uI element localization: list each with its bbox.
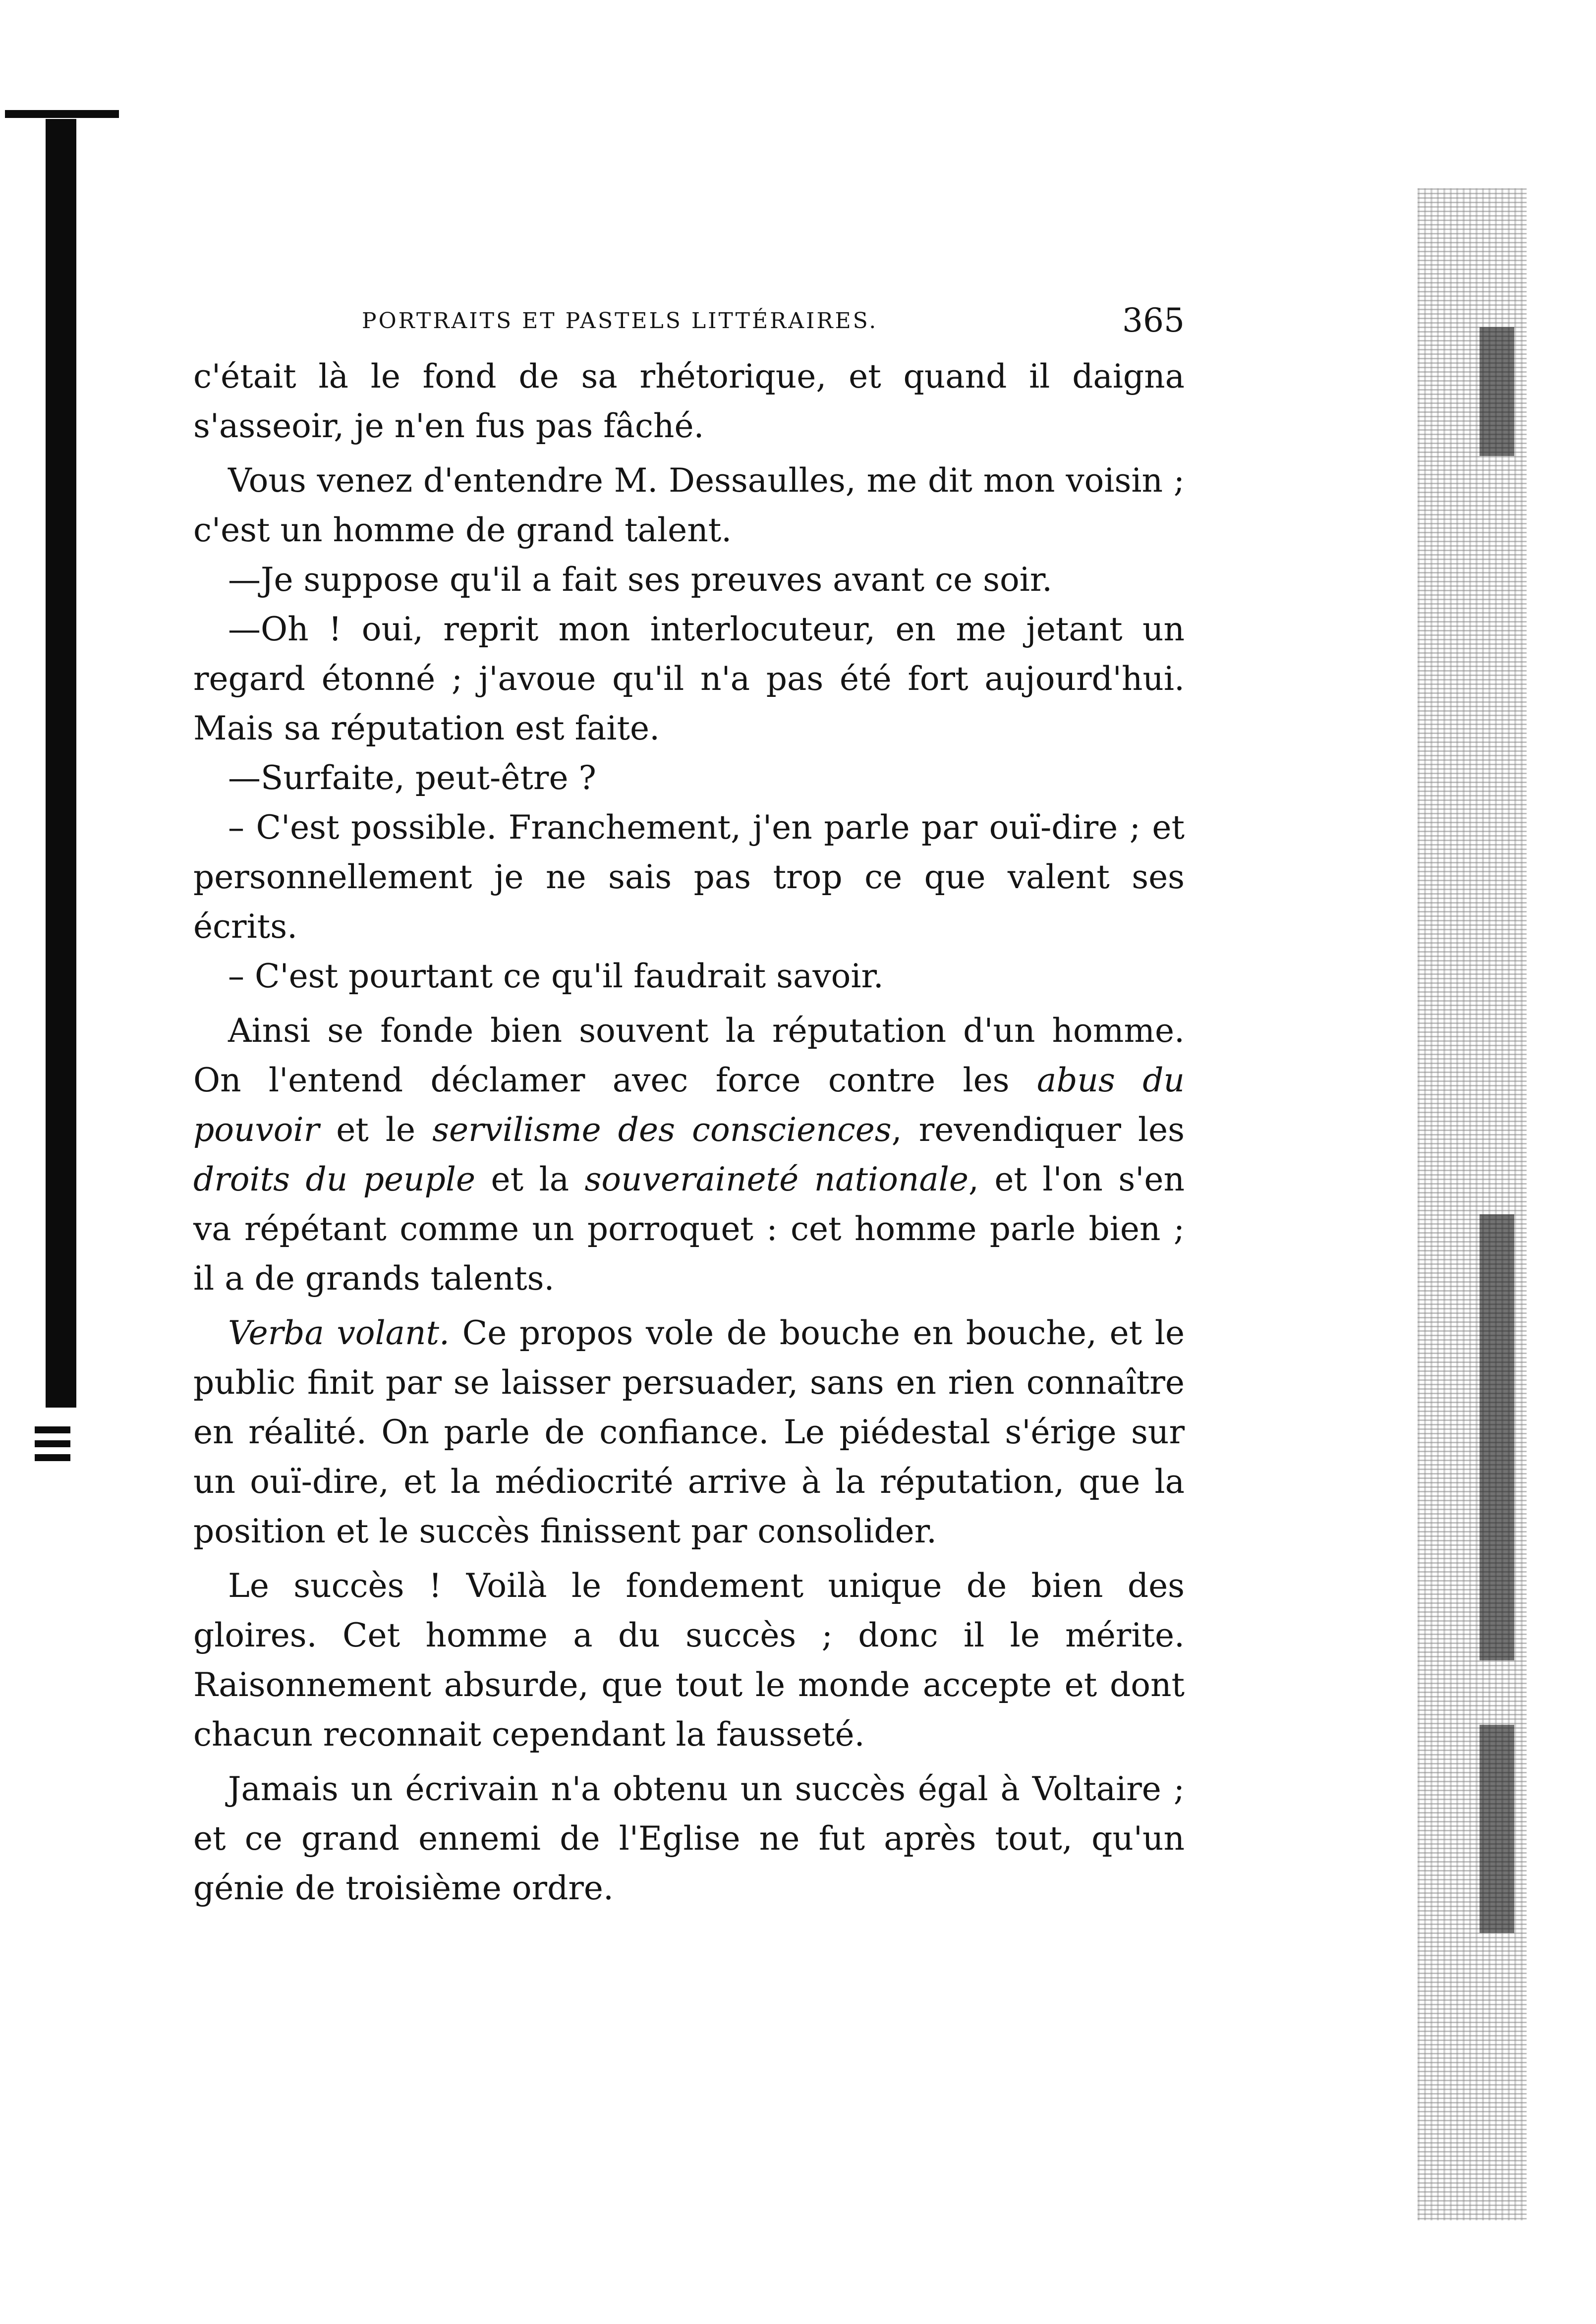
- running-head: [193, 297, 1185, 352]
- italic-phrase: abus du pouvoir: [193, 1061, 1185, 1149]
- book-page: [193, 297, 1185, 1913]
- dialogue-line: – C'est pourtant ce qu'il faudrait savoir.: [228, 957, 884, 995]
- binding-mark: [35, 1440, 70, 1447]
- paragraph: Jamais un écrivain n'a obtenu un succès égal à Voltaire ; et ce grand ennemi de l'Eglise ne fut après tout, qu'un génie de troisième ordre.: [193, 1770, 1185, 1907]
- binding-mark: [35, 1454, 70, 1461]
- scan-edge-shadow: [1480, 1725, 1514, 1933]
- binding-mark: [35, 1426, 70, 1433]
- scan-edge-shadow: [1480, 1214, 1514, 1660]
- running-title: PORTRAITS ET PASTELS LITTÉRAIRES.: [362, 308, 878, 334]
- body-text: [193, 352, 1185, 1913]
- paragraph: Vous venez d'entendre M. Dessaulles, me dit mon voisin ; c'est un homme de grand talent.: [193, 461, 1185, 549]
- dialogue-line: – C'est possible. Franchement, j'en parle par ouï-dire ; et personnellement je ne sais pas trop ce que valent ses écrits.: [193, 808, 1185, 946]
- scan-edge-shadow: [1480, 327, 1514, 456]
- dialogue-line: —Je suppose qu'il a fait ses preuves avant ce soir.: [228, 561, 1053, 599]
- text-run: , revendiquer les: [891, 1111, 1185, 1149]
- page-number: 365: [1122, 301, 1185, 340]
- paragraph: Le succès ! Voilà le fondement unique de bien des gloires. Cet homme a du succès ; donc il le mérite. Raisonnement absurde, que tout le monde accepte et dont chacun reconnait cependant la fausseté.: [193, 1567, 1185, 1754]
- dialogue-line: —Oh ! oui, reprit mon interlocuteur, en me jetant un regard étonné ; j'avoue qu'il n'a pas été fort aujourd'hui. Mais sa réputation est faite.: [193, 610, 1185, 747]
- dialogue-line: —Surfaite, peut-être ?: [228, 759, 596, 797]
- text-run: et le: [319, 1111, 433, 1149]
- binding-cap: [5, 110, 119, 118]
- italic-phrase: souveraineté nationale: [584, 1160, 969, 1198]
- text-run: et la: [475, 1160, 585, 1198]
- italic-phrase: servilisme des consciences: [432, 1111, 892, 1149]
- binding-bar: [46, 119, 76, 1408]
- text-run: Ce propos vole de bouche en bouche, et le public finit par se laisser persuader, sans en rien connaître en réalité. On parle de confiance. Le piédestal s'érige sur un ouï-dire, et la médiocrité arrive à la réputation, que la position et le succès finissent par consolider.: [193, 1314, 1185, 1550]
- paragraph: [193, 1308, 1185, 1556]
- italic-phrase: droits du peuple: [193, 1160, 476, 1198]
- italic-phrase: Verba volant.: [228, 1314, 450, 1352]
- paragraph: [193, 1006, 1185, 1304]
- paragraph: c'était là le fond de sa rhétorique, et quand il daigna s'asseoir, je n'en fus pas fâché.: [193, 357, 1185, 445]
- text-run: , et l'on s'en va répétant comme un porroquet : cet homme parle bien ; il a de grands talents.: [193, 1160, 1185, 1298]
- text-run: Ainsi se fonde bien souvent la réputation d'un homme. On l'entend déclamer avec force contre les: [193, 1012, 1185, 1099]
